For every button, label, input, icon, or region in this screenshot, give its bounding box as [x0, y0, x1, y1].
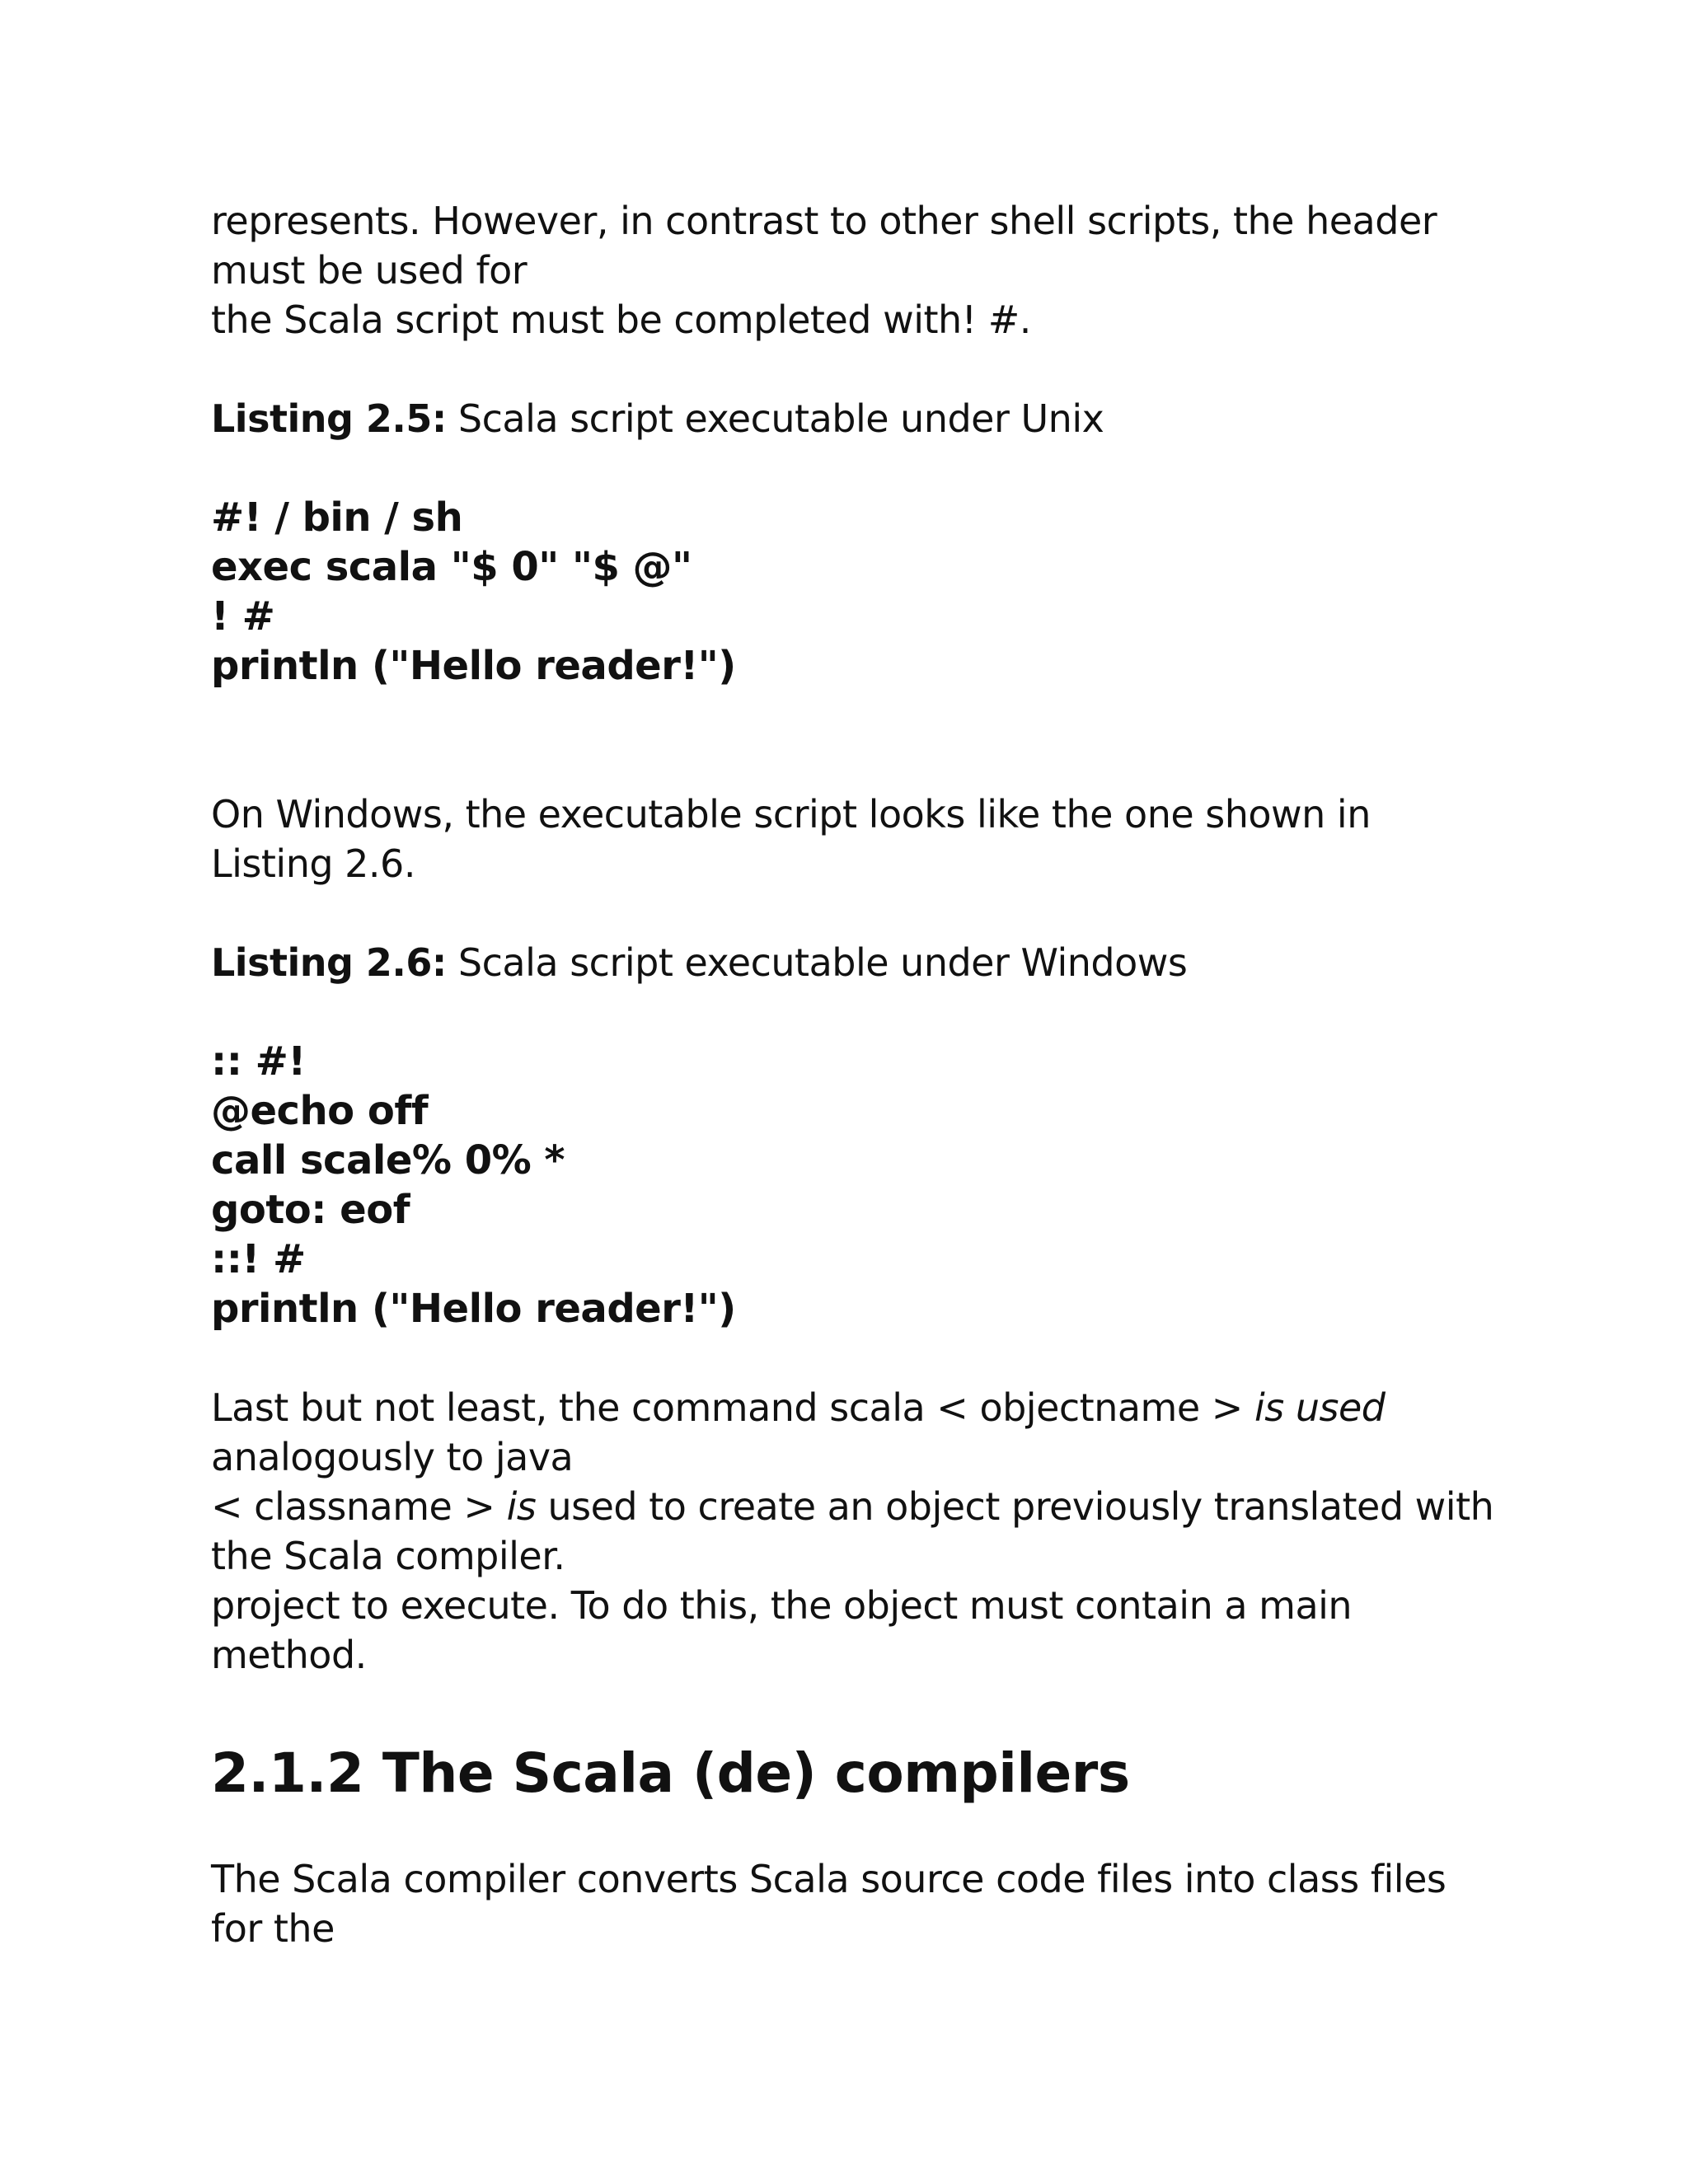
- last-para-line-2: analogously to java: [211, 1435, 574, 1479]
- code-line: call scale% 0% *: [211, 1137, 565, 1183]
- code-line: #! / bin / sh: [211, 494, 463, 541]
- intro-line-3: the Scala script must be completed with! #.: [211, 298, 1031, 342]
- section-para-line-2: for the: [211, 1906, 335, 1951]
- last-para-line-3: [211, 1482, 1493, 1531]
- code-line: @echo off: [211, 1088, 429, 1134]
- intro-line-2: must be used for: [211, 248, 528, 293]
- code-line: exec scala "$ 0" "$ @": [211, 544, 692, 590]
- code-line: goto: eof: [211, 1187, 410, 1233]
- section-heading: 2.1.2 The Scala (de) compilers: [211, 1741, 1130, 1805]
- listing-2-5-caption: [211, 394, 1104, 443]
- code-line: println ("Hello reader!"): [211, 1286, 736, 1332]
- text-span: Last but not least, the command scala: [211, 1385, 937, 1430]
- italic-span: is used: [1254, 1385, 1386, 1430]
- listing-2-6-caption: [211, 938, 1187, 987]
- last-para-line-1: [211, 1383, 1385, 1432]
- italic-span: is: [506, 1484, 537, 1529]
- code-line: println ("Hello reader!"): [211, 643, 736, 689]
- last-para-line-4: the Scala compiler.: [211, 1534, 565, 1578]
- listing-2-6-title: Scala script executable under Windows: [446, 940, 1188, 985]
- code-line: ::! #: [211, 1236, 306, 1282]
- last-para-line-5: project to execute. To do this, the object must contain a main: [211, 1583, 1353, 1628]
- listing-2-5-label: Listing 2.5:: [211, 396, 447, 441]
- windows-para-line-1: On Windows, the executable script looks like the one shown in: [211, 792, 1371, 837]
- intro-line-1: represents. However, in contrast to other shell scripts, the header: [211, 199, 1437, 243]
- listing-2-6-label: Listing 2.6:: [211, 940, 447, 985]
- text-span: < classname >: [211, 1484, 507, 1529]
- section-para-line-1: The Scala compiler converts Scala source code files into class files: [211, 1857, 1447, 1901]
- code-line: ! #: [211, 593, 275, 640]
- windows-para-line-2: Listing 2.6.: [211, 841, 415, 886]
- last-para-line-6: method.: [211, 1633, 367, 1677]
- listing-2-5-title: Scala script executable under Unix: [446, 396, 1104, 441]
- code-line: :: #!: [211, 1038, 306, 1085]
- text-span: < objectname >: [936, 1385, 1254, 1430]
- text-span: used to create an object previously translated with: [536, 1484, 1494, 1529]
